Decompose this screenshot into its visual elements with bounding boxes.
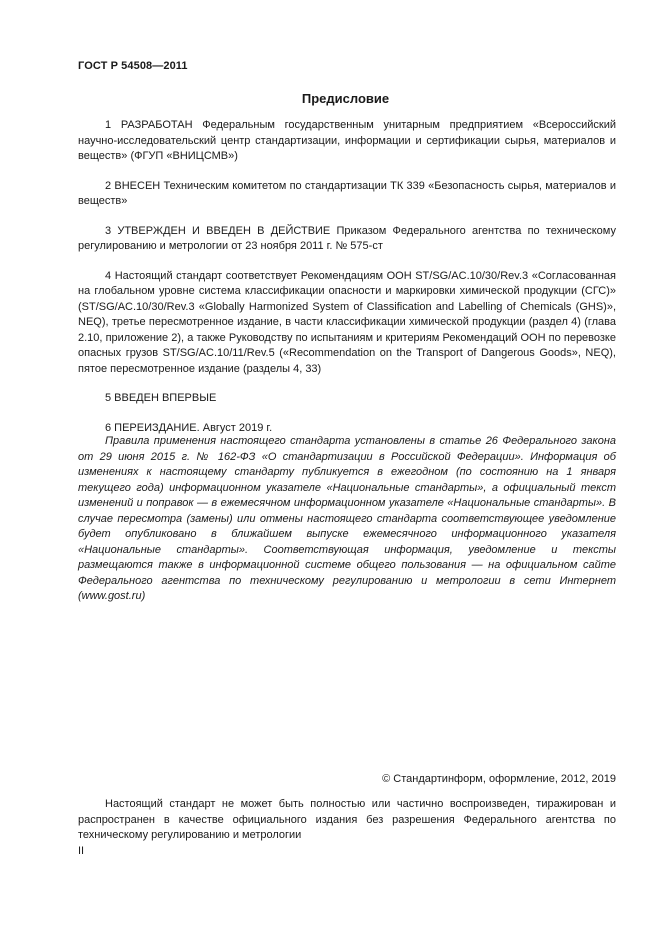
preface-paragraph-5: 5 ВВЕДЕН ВПЕРВЫЕ bbox=[105, 392, 217, 404]
page-title: Предисловие bbox=[301, 91, 390, 106]
document-code: ГОСТ Р 54508—2011 bbox=[78, 60, 188, 72]
preface-paragraph-3: 3 УТВЕРЖДЕН И ВВЕДЕН В ДЕЙСТВИЕ Приказом Федерального агентства по техническому регулированию и метрологии от 23 ноября 2011 г. № 575-ст bbox=[78, 224, 616, 252]
preface-body bbox=[78, 118, 616, 450]
standard-application-notice: Правила применения настоящего стандарта установлены в статье 26 Федерального закона от 29 июня 2015 г. № 162-ФЗ «О стандартизации в Российской Федерации». Информация об изменениях к настоящему стандарту публикуется в ежегодном (по состоянию на 1 января текущего года) информационном указателе «Национальные стандарты», а официальный текст изменений и поправок — в ежемесячном информационном указателе «Национальные стандарты». В случае пересмотра (замены) или отмены настоящего стандарта соответствующее уведомление будет опубликовано в ближайшем выпуске ежемесячного информационного указателя «Национальные стандарты». Соответствующая информация, уведомление и тексты размещаются также в информационной системе общего пользования — на официальном сайте Федерального агентства по техническому регулированию и метрологии в сети Интернет (www.gost.ru) bbox=[78, 435, 616, 602]
page-number: II bbox=[78, 845, 85, 857]
copyright-line: © Стандартинформ, оформление, 2012, 2019 bbox=[382, 773, 616, 785]
preface-paragraph-2: 2 ВНЕСЕН Техническим комитетом по стандартизации ТК 339 «Безопасность сырья, материалов и веществ» bbox=[78, 179, 616, 207]
preface-paragraph-6: 6 ПЕРЕИЗДАНИЕ. Август 2019 г. bbox=[105, 421, 273, 434]
reproduction-notice: Настоящий стандарт не может быть полностью или частично воспроизведен, тиражирован и распространен в качестве официального издания без разрешения Федерального агентства по техническому регулированию и метрологии bbox=[78, 798, 616, 841]
preface-paragraph-1: 1 РАЗРАБОТАН Федеральным государственным унитарным предприятием «Всероссийский научно-исследовательский центр стандартизации, информации и сертификации сырья, материалов и веществ» (ФГУП «ВНИЦСМВ») bbox=[78, 119, 616, 162]
preface-paragraph-4: 4 Настоящий стандарт соответствует Рекомендациям ООН ST/SG/AC.10/30/Rev.3 «Согласованная на глобальном уровне система классификации опасности и маркировки химической продукции (СГС)» (ST/SG/AC.10/30/Rev.3 «Globally Harmonized System of Classification and Labelling of Chemicals (GHS)», NEQ), третье пересмотренное издание, в части классификации химической продукции (раздел 4) (глава 2.10, приложение 2), а также Руководству по испытаниям и критериям Рекомендаций ООН по перевозке опасных грузов ST/SG/AC.10/11/Rev.5 («Recommendation on the Transport of Dangerous Goods», NEQ), пятое пересмотренное издание (разделы 4, 33) bbox=[78, 269, 616, 375]
